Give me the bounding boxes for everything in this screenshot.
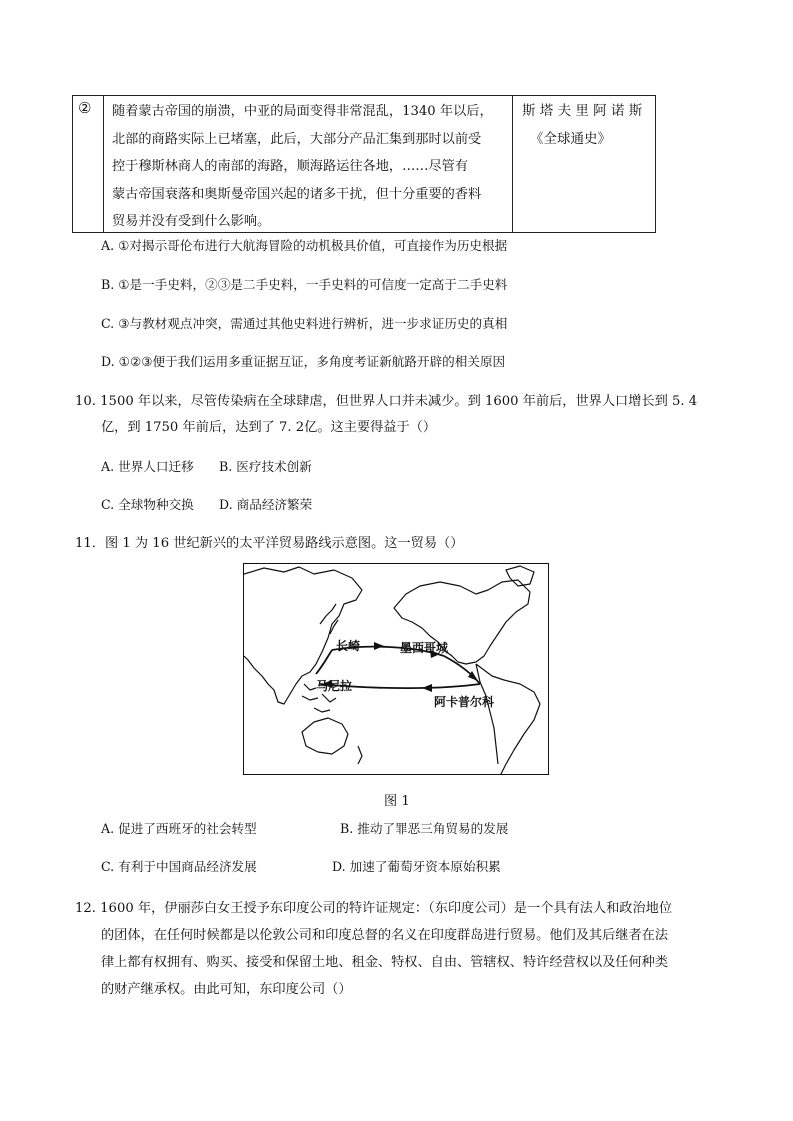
arrow-west [422, 684, 432, 692]
route-mexico-acapulco [444, 656, 480, 684]
route-manila-nagasaki [316, 650, 332, 674]
q10-stem-line2: 亿，到 1750 年前后，达到了 7. 2亿。这主要得益于（） [101, 420, 437, 435]
excerpt-line: 贸易并没有受到什么影响。 [112, 214, 271, 229]
q12-line2: 的团体，在任何时候都是以伦敦公司和印度总督的名义在印度群岛进行贸易。他们及其后继者在法 [101, 928, 669, 943]
table-number-cell [73, 96, 104, 232]
figure-caption: 图 1 [384, 794, 410, 809]
q9-option-d: D. ①②③便于我们运用多重证据互证，多角度考证新航路开辟的相关原因 [101, 354, 506, 369]
q11-option-a: A. 促进了西班牙的社会转型 [101, 821, 257, 836]
q9-option-b: B. ①是一手史料，②③是二手史料，一手史料的可信度一定高于二手史料 [101, 277, 508, 292]
source-author: 斯 塔 夫 里 阿 诺 斯 [522, 103, 643, 119]
label-manila: 马尼拉 [316, 679, 353, 693]
q10-option-d: D. 商品经济繁荣 [219, 497, 313, 512]
map-svg [244, 564, 549, 775]
q10-stem-line1: 10. 1500 年以来，尽管传染病在全球肆虐，但世界人口并未减少。到 1600 年前后，世界人口增长到 5. 4 [75, 394, 698, 409]
q12-line3: 律上都有权拥有、购买、接受和保留土地、租金、特权、自由、管辖权、特许经营权以及任何种类 [101, 955, 669, 970]
source-book: 《全球通史》 [530, 130, 611, 147]
source-text [522, 98, 642, 153]
greenland-outline [506, 566, 534, 586]
pacific-trade-map [243, 563, 549, 775]
new-zealand-outline [358, 746, 362, 764]
label-mexico-city: 墨西哥城 [400, 641, 449, 655]
q9-option-c: C. ③与教材观点冲突，需通过其他史料进行辨析，进一步求证历史的真相 [101, 316, 508, 331]
south-america-outline [476, 664, 540, 775]
australia-outline [302, 718, 348, 754]
q10-option-c: C. 全球物种交换 [101, 497, 194, 512]
table-content-cell [103, 96, 513, 232]
table-source-cell [513, 96, 655, 232]
arrow-east-upper [374, 642, 384, 650]
excerpt-line: 随着蒙古帝国的崩溃，中亚的局面变得非常混乱，1340 年以后， [112, 104, 493, 119]
q11-option-d: D. 加速了葡萄牙资本原始积累 [332, 859, 501, 874]
q10-option-a: A. 世界人口迁移 [101, 459, 194, 474]
label-acapulco: 阿卡普尔科 [434, 695, 495, 709]
q11-option-b: B. 推动了罪恶三角贸易的发展 [340, 821, 509, 836]
q12-line4: 的财产继承权。由此可知，东印度公司（） [101, 982, 352, 997]
excerpt-line: 控于穆斯林商人的南部的海路，顺海路运往各地，……尽管有 [112, 159, 469, 174]
source-table [72, 95, 656, 233]
q11-stem: 11．图 1 为 16 世纪新兴的太平洋贸易路线示意图。这一贸易（） [75, 536, 464, 551]
q11-option-c: C. 有利于中国商品经济发展 [101, 859, 257, 874]
excerpt-line: 蒙古帝国衰落和奥斯曼帝国兴起的诸多干扰，但十分重要的香料 [112, 186, 482, 202]
label-nagasaki: 长崎 [336, 639, 361, 653]
excerpt-text [112, 98, 493, 236]
excerpt-line: 北部的商路实际上已堵塞，此后，大部分产品汇集到那时以前受 [112, 131, 482, 147]
q9-option-a: A. ①对揭示哥伦布进行大航海冒险的动机极具价值，可直接作为历史根据 [101, 238, 508, 253]
q10-option-b: B. 医疗技术创新 [219, 459, 312, 474]
q12-line1: 12. 1600 年，伊丽莎白女王授予东印度公司的特许证规定：（东印度公司）是一个具有法人和政治地位 [75, 901, 673, 916]
row-number: ② [78, 99, 92, 117]
continent-outlines [244, 566, 540, 775]
korea-japan-outline [320, 604, 338, 634]
